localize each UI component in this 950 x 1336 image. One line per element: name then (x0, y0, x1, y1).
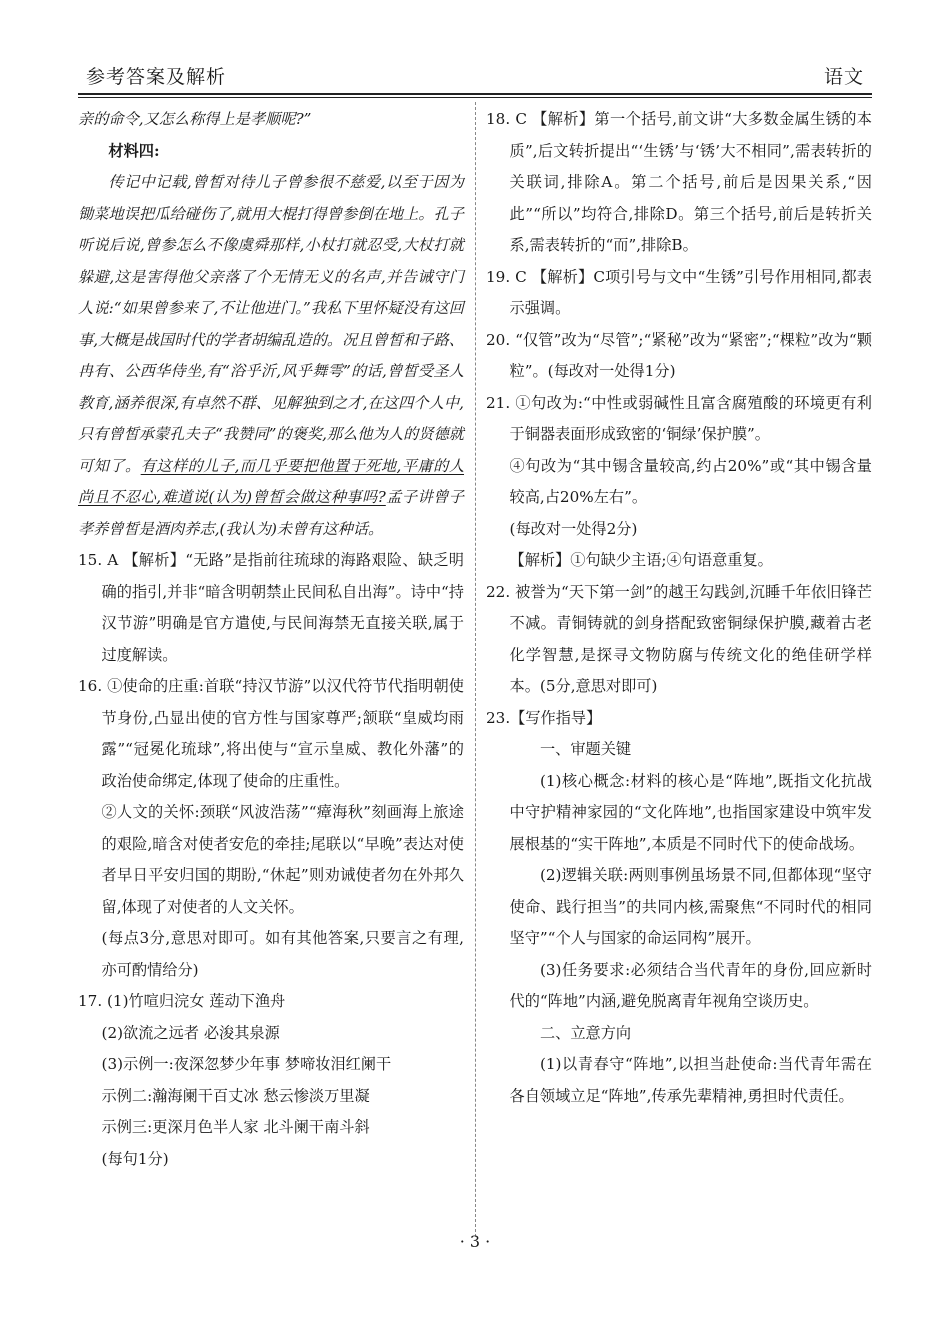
answer-19: 19. C 【解析】C项引号与文中“生锈”引号作用相同,都表示强调。 (486, 267, 872, 317)
material-four-text (78, 167, 464, 545)
answer-17-line: (3)示例一:夜深忽梦少年事 梦啼妆泪红阑干 (101, 1055, 392, 1073)
material-four-title: 材料四: (108, 141, 160, 160)
answer-21-line: ④句改为“其中锡含量较高,约占20%”或“其中锡含量较高,占20%左右”。 (509, 456, 872, 506)
answer-21-note: (每改对一处得2分) (509, 519, 638, 538)
answer-17-line: 示例三:更深月色半人家 北斗阑干南斗斜 (101, 1118, 370, 1136)
paragraph: (2)逻辑关联:两则事例虽场景不同,但都体现“坚守使命、践行担当”的共同内核,需聚焦“不同时代的相同坚守”“个人与国家的命运同构”展开。 (509, 866, 872, 947)
answer-20: 20. “仅管”改为“尽管”;“紧秘”改为“紧密”;“棵粒”改为“颗粒”。(每改对一处得1分) (486, 330, 872, 380)
left-column (78, 104, 464, 1175)
section-heading: 二、立意方向 (539, 1023, 632, 1042)
column-divider (475, 102, 476, 1237)
answer-15: 15. A 【解析】“无路”是指前往琉球的海路艰险、缺乏明确的指引,并非“暗含明朝禁止民间私自出海”。诗中“持汉节游”明确是官方遣使,与民间海禁无直接关联,属于过度解读。 (78, 551, 464, 664)
header-subject: 语文 (823, 66, 864, 88)
section-heading: 一、审题关键 (539, 740, 632, 758)
text-segment: 传记中记载,曾皙对待儿子曾参很不慈爱,以至于因为锄菜地误把瓜给碰伤了,就用大棍打得曾参倒在地上。孔子听说后说,曾参怎么不像虞舜那样,小杖打就忍受,大杖打就躲避,这是害得他父亲落了个无情无义的名声,并告诫守门人说:“如果曾参来了,不让他进门。”我私下里怀疑没有这回事,大概是战国时代的学者胡编乱造的。况且曾皙和子路、冉有、公西华侍坐,有“浴乎沂,风乎舞雩”的话,曾皙受圣人教育,涵养很深,有卓然不群、见解独到之才,在这四个人中,只有曾皙承蒙孔夫子“我赞同”的褒奖,那么他为人的贤德就可知了。 (78, 173, 464, 475)
answer-18: 18. C 【解析】第一个括号,前文讲“大多数金属生锈的本质”,后文转折提出“‘生锈’与‘锈’大不相同”,需表转折的关联词,排除A。第二个括号,前后是因果关系,“因此”“所以”均符合,排除D。第三个括号,前后是转折关系,需表转折的“而”,排除B。 (486, 110, 872, 254)
right-column (486, 104, 872, 1112)
answer-16-part2: ②人文的关怀:颈联“风波浩荡”“瘴海秋”刻画海上旅途的艰险,暗含对使者安危的牵挂;尾联以“早晚”表达对使者早日平安归国的期盼,“休起”则劝诫使者勿在外邦久留,体现了对使者的人文关怀。 (101, 803, 464, 916)
text-segment: 孟子讲曾子孝养曾皙是酒肉养志,(我认为)未曾有这种话。 (78, 488, 464, 538)
answer-17-note: (每句1分) (101, 1149, 169, 1168)
answer-16: 16. ①使命的庄重:首联“持汉节游”以汉代符节代指明朝使节身份,凸显出使的官方性与国家尊严;颔联“皇威均雨露”“冠冕化琉球”,将出使与“宣示皇威、教化外藩”的政治使命绑定,体现了使命的庄重性。 (78, 677, 464, 790)
paragraph: 亲的命令,又怎么称得上是孝顺呢?” (78, 110, 312, 128)
answer-16-note: (每点3分,意思对即可。如有其他答案,只要言之有理,亦可酌情给分) (101, 929, 464, 979)
paragraph: (1)核心概念:材料的核心是“阵地”,既指文化抗战中守护精神家园的“文化阵地”,也指国家建设中筑牢发展根基的“实干阵地”,本质是不同时代下的使命战场。 (509, 771, 872, 853)
answer-23-title: 23.【写作指导】 (486, 708, 602, 727)
answer-17-line: (2)欲流之远者 必浚其泉源 (101, 1023, 280, 1042)
page-number: · 3 · (459, 1232, 491, 1251)
answer-21: 21. ①句改为:“中性或弱碱性且富含腐殖酸的环境更有利于铜器表面形成致密的‘铜绿’保护膜”。 (486, 393, 872, 443)
answer-22: 22. 被誉为“天下第一剑”的越王勾践剑,沉睡千年依旧锋芒不减。青铜铸就的剑身搭配致密铜绿保护膜,藏着古老化学智慧,是探寻文物防腐与传统文化的绝佳研学样本。(5分,意思对即可) (486, 582, 872, 695)
answer-21-analysis: 【解析】①句缺少主语;④句语意重复。 (509, 551, 773, 569)
paragraph: (3)任务要求:必须结合当代青年的身份,回应新时代的“阵地”内涵,避免脱离青年视角空谈历史。 (509, 960, 872, 1010)
header-rule-thin (78, 97, 872, 98)
answer-17-line: 示例二:瀚海阑干百丈冰 愁云惨淡万里凝 (101, 1086, 370, 1105)
paragraph: (1)以青春守“阵地”,以担当赴使命:当代青年需在各自领域立足“阵地”,传承先辈精神,勇担时代责任。 (509, 1055, 872, 1105)
answer-17: 17. (1)竹喧归浣女 莲动下渔舟 (78, 992, 286, 1010)
header-title: 参考答案及解析 (86, 66, 227, 88)
header-rule (78, 93, 872, 95)
page-header (78, 58, 872, 90)
underlined-sentence: 有这样的儿子,而几乎要把他置于死地,平庸的人尚且不忍心,难道说(认为)曾皙会做这种事吗? (78, 456, 465, 506)
